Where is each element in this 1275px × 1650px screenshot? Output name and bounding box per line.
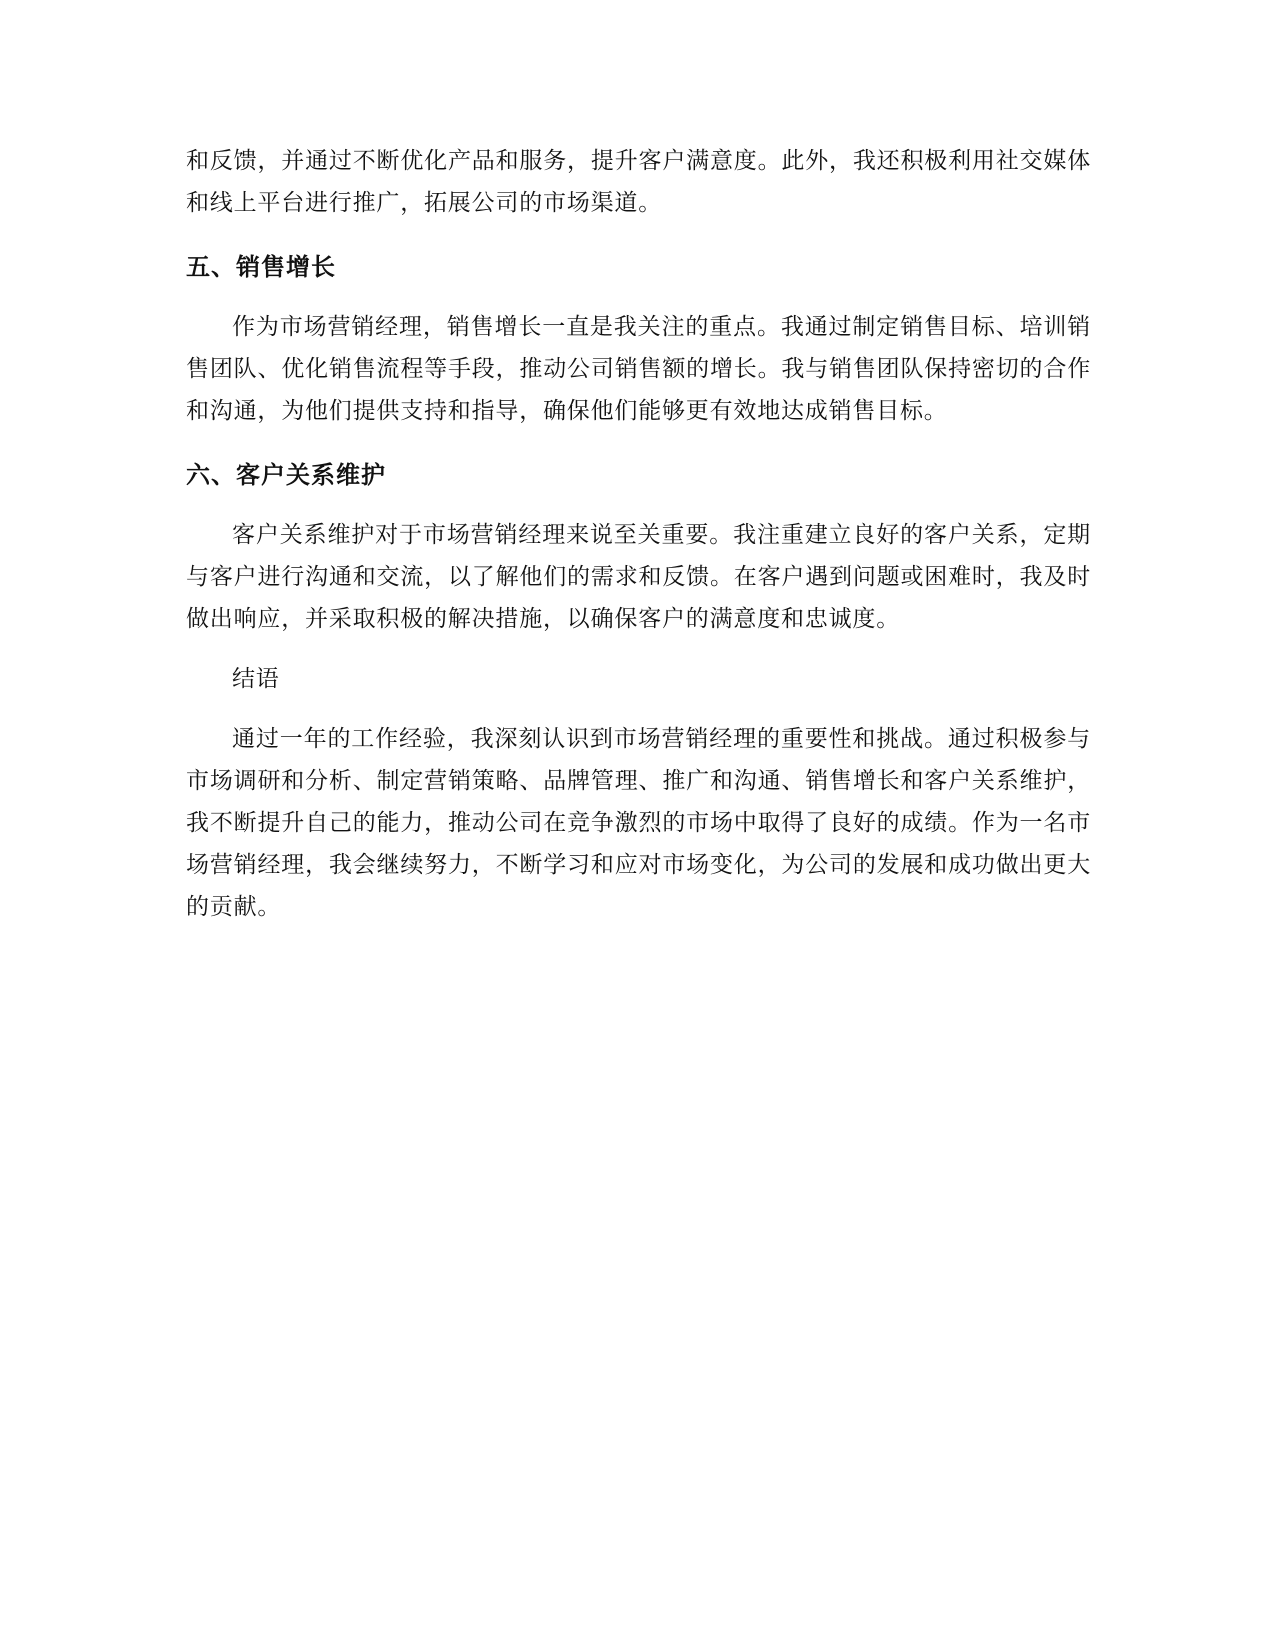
section-6-heading: 六、客户关系维护 <box>186 461 386 489</box>
spacer <box>186 288 1091 306</box>
spacer <box>186 224 1091 246</box>
spacer <box>186 700 1091 718</box>
conclusion-heading: 结语 <box>232 666 280 692</box>
spacer <box>186 640 1091 658</box>
document-page <box>186 140 1091 928</box>
intro-paragraph: 和反馈，并通过不断优化产品和服务，提升客户满意度。此外，我还积极利用社交媒体和线上平台进行推广，拓展公司的市场渠道。 <box>186 148 1091 216</box>
conclusion-body: 通过一年的工作经验，我深刻认识到市场营销经理的重要性和挑战。通过积极参与市场调研和分析、制定营销策略、品牌管理、推广和沟通、销售增长和客户关系维护，我不断提升自己的能力，推动公司在竞争激烈的市场中取得了良好的成绩。作为一名市场营销经理，我会继续努力，不断学习和应对市场变化，为公司的发展和成功做出更大的贡献。 <box>186 726 1091 920</box>
section-5-body: 作为市场营销经理，销售增长一直是我关注的重点。我通过制定销售目标、培训销售团队、优化销售流程等手段，推动公司销售额的增长。我与销售团队保持密切的合作和沟通，为他们提供支持和指导，确保他们能够更有效地达成销售目标。 <box>186 314 1091 424</box>
spacer <box>186 432 1091 454</box>
section-6-body: 客户关系维护对于市场营销经理来说至关重要。我注重建立良好的客户关系，定期与客户进行沟通和交流，以了解他们的需求和反馈。在客户遇到问题或困难时，我及时做出响应，并采取积极的解决措施，以确保客户的满意度和忠诚度。 <box>186 522 1091 632</box>
spacer <box>186 496 1091 514</box>
section-5-heading: 五、销售增长 <box>186 253 336 281</box>
